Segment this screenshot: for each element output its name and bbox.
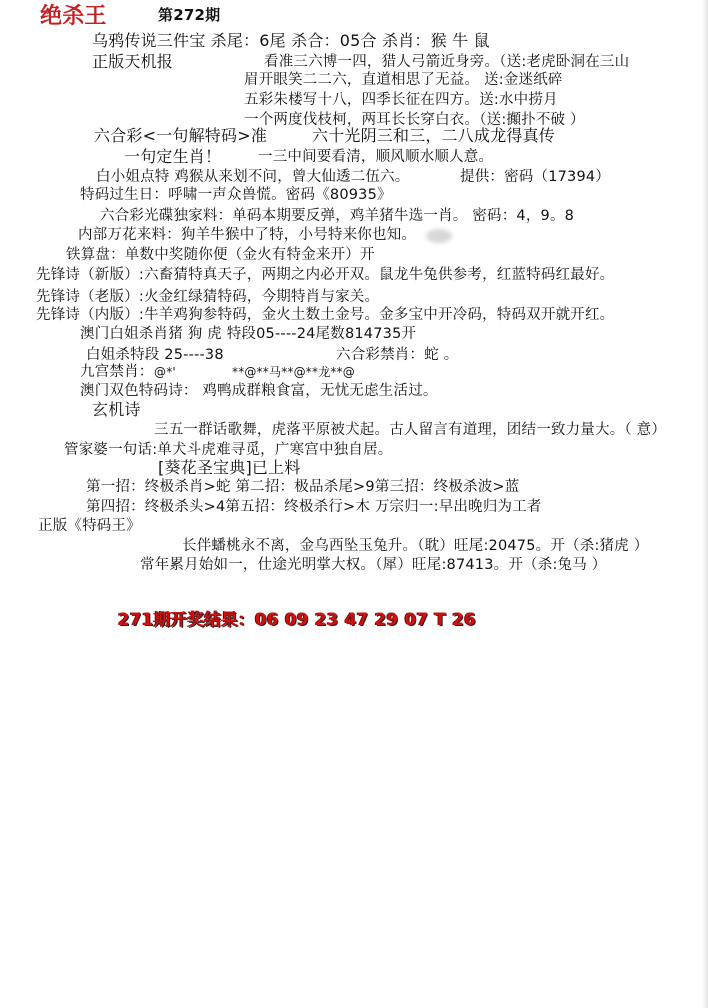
- text-line: 一个两度伐枝柯，两耳长长穿白衣。（送:攧扑不破 ）: [244, 112, 585, 128]
- text-line: 白小姐点特 鸡猴从来划不问，曾大仙透二伍六。: [96, 169, 410, 185]
- text-line: 三五一群话歌舞，虎落平原被犬起。古人留言有道理，团结一致力量大。（ 意）: [154, 422, 667, 438]
- text-line: 六十光阴三和三，二八成龙得真传: [312, 126, 556, 145]
- text-line: 五彩朱楼写十八，四季长征在四方。送:水中捞月: [244, 92, 558, 108]
- text-line: 提供：密码（17394）: [460, 169, 611, 185]
- text-line: 内部万花来料：狗羊牛猴中了特，小号特来你也知。: [78, 227, 417, 243]
- text-line: 九宫禁肖：: [80, 364, 154, 380]
- text-line: 特码过生日：呼啸一声众兽慌。密码《80935》: [80, 187, 392, 203]
- text-line: 长伴蟠桃永不离，金乌西坠玉兔升。（耽）旺尾:20475。开（杀:猪虎 ）: [182, 538, 649, 554]
- text-line: 六合彩光碟独家料：单码本期要反弹，鸡羊猪牛选一肖。 密码：4，9。8: [100, 208, 575, 224]
- text-line: 澳门双色特码诗： 鸡鸭成群粮食富，无忧无虑生活过。: [80, 383, 438, 399]
- text-line: 乌鸦传说三件宝 杀尾：6尾 杀合：05合 杀肖：猴 牛 鼠: [92, 31, 490, 50]
- text-line: 常年累月始如一，仕途光明掌大权。（犀）旺尾:87413。开（杀:兔马 ）: [140, 557, 607, 573]
- text-line: 先锋诗（老版）:火金红绿猜特码，今期特肖与家关。: [36, 289, 380, 305]
- text-line: 先锋诗（内版）:牛羊鸡狗参特码，金火土数土金号。金多宝中开冷码，特码双开就开红。: [36, 307, 615, 323]
- text-line: @*': [154, 365, 176, 379]
- text-line: 第四招：终极杀头>4第五招：终极杀行>木 万宗归一:早出晚归为工者: [86, 499, 542, 515]
- issue-number: 第272期: [158, 6, 221, 24]
- section-heading: 六合彩<一句解特码>准: [94, 126, 268, 145]
- text-line: 先锋诗（新版）:六畜猜特真天子，两期之内必开双。鼠龙牛兔供参考，红蓝特码红最好。: [36, 267, 615, 283]
- section-heading: 一句定生肖！: [124, 147, 222, 166]
- text-line: 澳门白姐杀肖猪 狗 虎 特段05----24尾数814735开: [80, 326, 417, 342]
- section-heading: [葵花圣宝典]已上料: [158, 458, 301, 477]
- text-line: **@**马**@**龙**@: [232, 365, 356, 379]
- text-line: 一三中间要看清，顺风顺水顺人意。: [258, 149, 494, 165]
- text-line: 看准三六博一四，猎人弓箭近身旁。（送:老虎卧洞在三山: [264, 54, 630, 70]
- section-heading: 正版天机报: [92, 52, 174, 71]
- section-heading: 正版《特码王》: [38, 518, 141, 534]
- page-edge-shadow: [702, 0, 708, 1008]
- text-line: 管家婆一句话:单犬斗虎难寻觅，广寒宫中独自居。: [64, 442, 393, 458]
- page-title: 绝杀王: [40, 3, 107, 29]
- lottery-result: 271期开奖结果：06 09 23 47 29 07 T 26: [118, 610, 477, 629]
- text-line: 白姐杀特段 25----38: [86, 347, 224, 363]
- text-line: 铁算盘：单数中奖随你便（金火有特金来开）开: [66, 247, 375, 263]
- text-line: 眉开眼笑二二六，直道相思了无益。 送:金迷纸碎: [244, 72, 563, 88]
- section-heading: 玄机诗: [92, 400, 141, 419]
- text-line: 第一招：终极杀肖>蛇 第二招：极品杀尾>9第三招：终极杀波>蓝: [86, 479, 520, 495]
- scan-smudge: [426, 229, 452, 243]
- text-line: 六合彩禁肖：蛇 。: [336, 347, 459, 363]
